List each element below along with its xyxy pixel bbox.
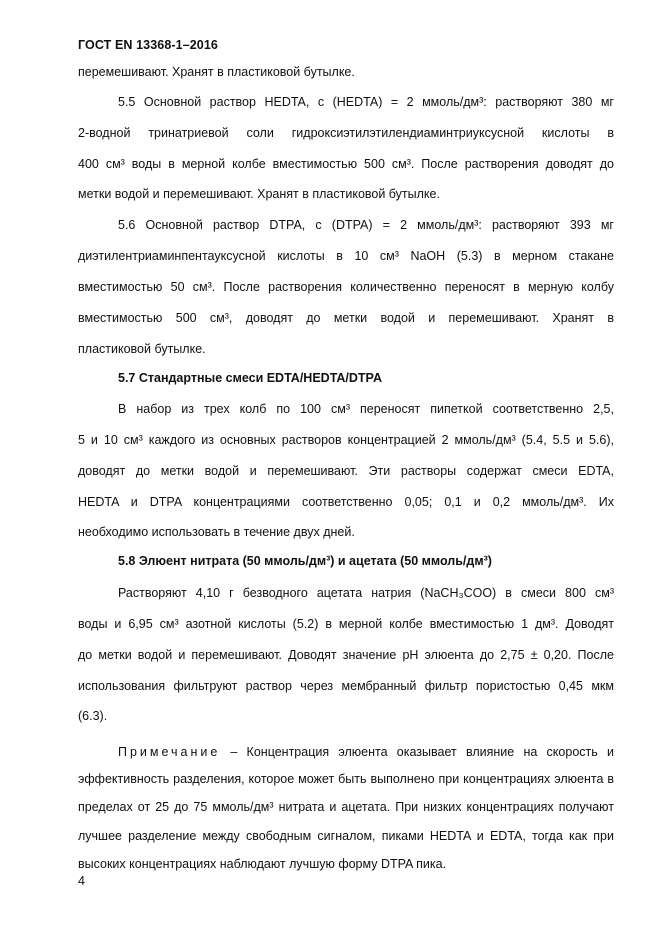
text-line: вместимостью 500 см³, доводят до метки водой и перемешивают. Хранят в	[78, 311, 614, 325]
text-line: использования фильтруют раствор через мембранный фильтр пористостью 0,45 мкм	[78, 679, 614, 693]
note-first-line	[118, 744, 614, 760]
note-label: Примечание	[118, 745, 221, 759]
text-line: вместимостью 50 см³. После растворения количественно переносят в мерную колбу	[78, 280, 614, 294]
section-5-8-heading: 5.8 Элюент нитрата (50 ммоль/дм³) и ацетата (50 ммоль/дм³)	[118, 554, 492, 568]
text-line: необходимо использовать в течение двух дней.	[78, 525, 355, 539]
text-line: В набор из трех колб по 100 см³ переносят пипеткой соответственно 2,5,	[118, 402, 614, 416]
text-line: 5 и 10 см³ каждого из основных растворов концентрацией 2 ммоль/дм³ (5.4, 5.5 и 5.6),	[78, 433, 614, 447]
note-line: высоких концентрациях наблюдают лучшую форму DTPA пика.	[78, 857, 447, 871]
text-line: метки водой и перемешивают. Хранят в пластиковой бутылке.	[78, 187, 440, 201]
section-5-6-line: 5.6 Основной раствор DTPA, c (DTPA) = 2 ммоль/дм³: растворяют 393 мг	[118, 218, 614, 232]
note-line: лучшее разделение между свободным сигналом, пиками HEDTA и EDTA, тогда как при	[78, 829, 614, 843]
text-line: до метки водой и перемешивают. Доводят значение pH элюента до 2,75 ± 0,20. После	[78, 648, 614, 662]
text-line: пластиковой бутылке.	[78, 342, 206, 356]
text-line: 2-водной тринатриевой соли гидроксиэтилэтилендиаминтриуксусной кислоты в	[78, 126, 614, 140]
page-number: 4	[78, 874, 85, 888]
text-line: (6.3).	[78, 709, 108, 723]
text-line: HEDTA и DTPA концентрациями соответственно 0,05; 0,1 и 0,2 ммоль/дм³. Их	[78, 495, 614, 509]
text-line: диэтилентриаминпентауксусной кислоты в 10 см³ NaOH (5.3) в мерном стакане	[78, 249, 614, 263]
text-line: 400 см³ воды в мерной колбе вместимостью 500 см³. После растворения доводят до	[78, 157, 614, 171]
note-line: пределах от 25 до 75 ммоль/дм³ нитрата и ацетата. При низких концентрациях получают	[78, 800, 614, 814]
note-line: эффективность разделения, которое может быть выполнено при концентрациях элюента в	[78, 772, 614, 786]
note-text: – Концентрация элюента оказывает влияние на скорость и	[230, 745, 614, 759]
text-line: доводят до метки водой и перемешивают. Эти растворы содержат смеси EDTA,	[78, 464, 614, 478]
text-line: воды и 6,95 см³ азотной кислоты (5.2) в мерной колбе вместимостью 1 дм³. Доводят	[78, 617, 614, 631]
text-line: Растворяют 4,10 г безводного ацетата натрия (NaCH₃COO) в смеси 800 см³	[118, 586, 614, 600]
text-line: перемешивают. Хранят в пластиковой бутылке.	[78, 65, 355, 79]
section-5-5-line: 5.5 Основной раствор HEDTA, c (HEDTA) = 2 ммоль/дм³: растворяют 380 мг	[118, 95, 614, 109]
section-5-7-heading: 5.7 Стандартные смеси EDTA/HEDTA/DTPA	[118, 371, 382, 385]
document-header: ГОСТ EN 13368-1–2016	[78, 38, 218, 52]
